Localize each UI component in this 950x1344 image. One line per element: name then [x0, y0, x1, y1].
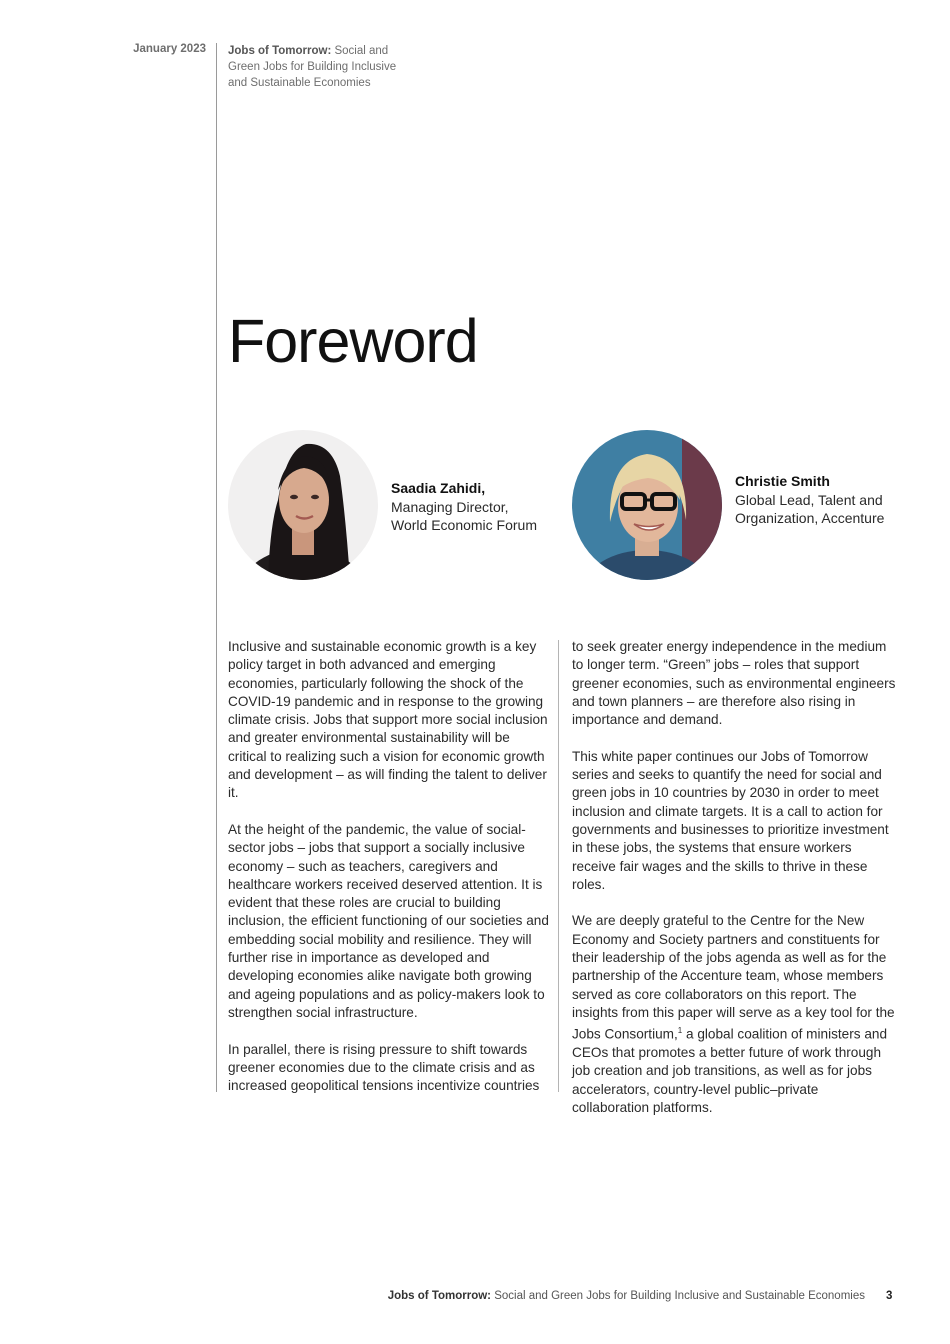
author-smith	[735, 472, 884, 528]
report-title-bold: Jobs of Tomorrow:	[228, 45, 332, 57]
page-footer	[388, 1290, 865, 1302]
author-org: World Economic Forum	[391, 517, 538, 533]
page-title: Foreword	[228, 307, 478, 375]
body-paragraph	[572, 912, 898, 1117]
body-column-right	[572, 638, 898, 1136]
footer-title-rest: Social and Green Jobs for Building Inclusive and Sustainable Economies	[491, 1290, 865, 1302]
body-paragraph-part: a global coalition of ministers and CEOs that promotes a better future of work through job creation and job transitions, as well as for jobs accelerators, country-level public–private collaboration platforms.	[572, 1026, 888, 1115]
report-date: January 2023	[133, 43, 206, 55]
body-paragraph: In parallel, there is rising pressure to shift towards greener economies due to the climate crisis and as increased geopolitical tensions incentivize countries	[228, 1041, 540, 1094]
footer-title-bold: Jobs of Tomorrow:	[387, 1290, 492, 1302]
report-title	[228, 43, 408, 91]
author-role: Global Lead, Talent and	[735, 491, 883, 508]
author-role: Managing Director,	[391, 498, 509, 515]
body-paragraph: This white paper continues our Jobs of Tomorrow series and seeks to quantify the need for social and green jobs in 10 countries by 2030 in order to meet inclusion and climate targets. It is a call to action for governments and businesses to prioritize investment in these jobs, the systems that ensure workers receive fair wages and the skills to thrive in these roles.	[572, 748, 889, 892]
author-org: Organization, Accenture	[735, 510, 885, 526]
footnote-marker[interactable]: 1	[677, 1026, 683, 1036]
author-photo-zahidi	[228, 430, 378, 580]
body-paragraph: to seek greater energy independence in the medium to longer term. “Green” jobs – roles that support greener economies, such as environmental engineers and town planners – are therefore also rising in importance and demand.	[572, 639, 896, 728]
page-number: 3	[886, 1290, 893, 1302]
author-zahidi	[391, 479, 537, 535]
left-margin-rule	[216, 43, 217, 1092]
body-paragraph: Inclusive and sustainable economic growth is a key policy target in both advanced and emerging economies, particularly following the shock of the COVID-19 pandemic and in response to the growing climate crisis. Jobs that support more social inclusion and greater environmental sustainability will be critical to realizing such a vision for economic growth and development – as will finding the talent to deliver it.	[228, 639, 548, 801]
body-paragraph: At the height of the pandemic, the value of social-sector jobs – jobs that support a socially inclusive economy – such as teachers, caregivers and healthcare workers received deserved attention. It is evident that these roles are crucial to building inclusion, the efficient functioning of our societies and embedding social mobility and resilience. They will further rise in importance as developed and developing economies alike navigate both growing and ageing populations and as policy-makers look to strengthen social infrastructure.	[228, 821, 549, 1020]
author-photo-smith	[572, 430, 722, 580]
author-name: Christie Smith	[735, 473, 830, 489]
body-column-left	[228, 638, 552, 1114]
author-name: Saadia Zahidi,	[391, 480, 486, 496]
body-paragraph-part: We are deeply grateful to the Centre for the New Economy and Society partners and constituents for their leadership of the jobs agenda as well as for the partnership of the Accenture team, whose members served as core collaborators on this report. The insights from this paper will serve as a key tool for the Jobs Consortium,	[572, 913, 895, 1042]
column-divider	[558, 640, 559, 1092]
report-title-rest: Social and Green Jobs for Building Inclusive and Sustainable Economies	[228, 45, 397, 89]
